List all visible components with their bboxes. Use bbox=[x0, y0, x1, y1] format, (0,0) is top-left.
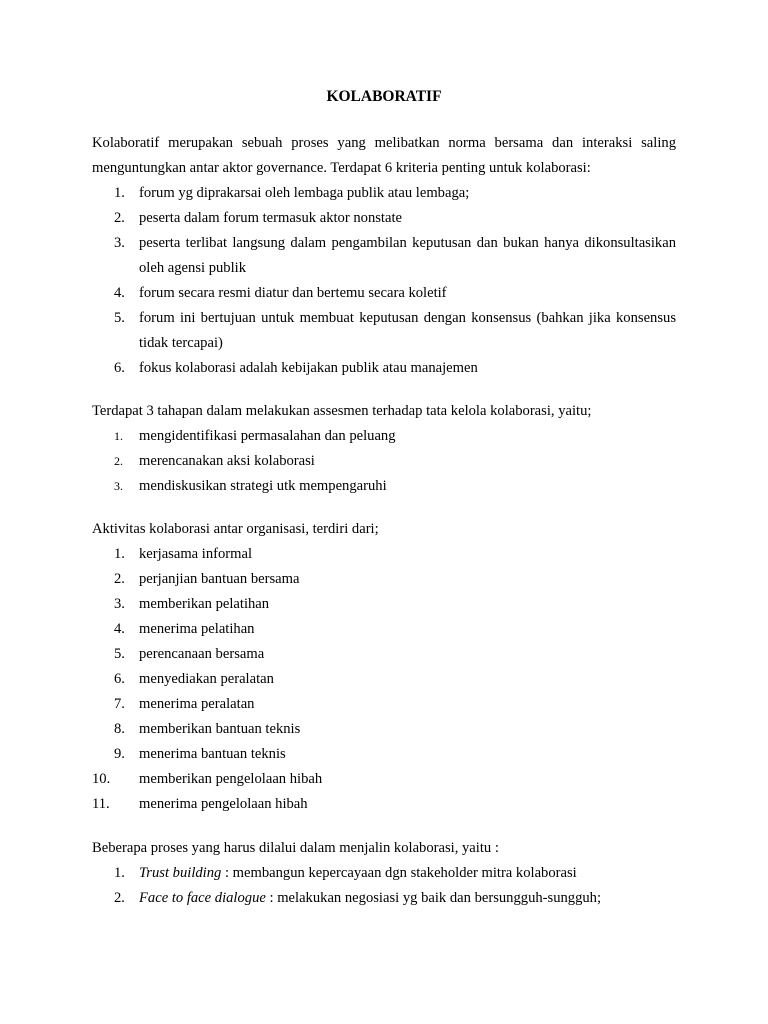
list-item bbox=[92, 449, 676, 474]
list-item-text: forum yg diprakarsai oleh lembaga publik atau lembaga; bbox=[139, 185, 470, 201]
list-number: 2. bbox=[114, 210, 125, 226]
list-item bbox=[92, 181, 676, 206]
list-item bbox=[92, 642, 676, 667]
list-number: 1. bbox=[114, 429, 123, 443]
process-list bbox=[92, 861, 676, 911]
list-item bbox=[92, 792, 676, 817]
list-number: 1. bbox=[114, 185, 125, 201]
list-number: 3. bbox=[114, 235, 125, 251]
list-number: 6. bbox=[114, 671, 125, 687]
list-item bbox=[92, 717, 676, 742]
list-item-text: perencanaan bersama bbox=[139, 646, 265, 662]
process-term: Face to face dialogue bbox=[139, 890, 266, 906]
list-number: 9. bbox=[114, 746, 125, 762]
list-item bbox=[92, 767, 676, 792]
list-item bbox=[92, 617, 676, 642]
list-item-text: menerima bantuan teknis bbox=[139, 746, 286, 762]
list-item-text: menerima peralatan bbox=[139, 696, 255, 712]
list-item-text: memberikan pengelolaan hibah bbox=[139, 771, 323, 787]
list-item-text: perjanjian bantuan bersama bbox=[139, 571, 300, 587]
list-number: 11. bbox=[92, 796, 110, 812]
list-item-text: memberikan bantuan teknis bbox=[139, 721, 301, 737]
list-number: 3. bbox=[114, 596, 125, 612]
list-item bbox=[92, 567, 676, 592]
list-number: 6. bbox=[114, 360, 125, 376]
stages-list bbox=[92, 424, 676, 499]
list-item-text: forum ini bertujuan untuk membuat keputusan dengan konsensus (bahkan jika konsensus tidak tercapai) bbox=[139, 310, 676, 351]
list-number: 10. bbox=[92, 771, 111, 787]
list-item bbox=[92, 356, 676, 381]
list-number: 3. bbox=[114, 479, 123, 493]
list-item bbox=[92, 886, 676, 911]
list-number: 1. bbox=[114, 546, 125, 562]
list-item-text: menyediakan peralatan bbox=[139, 671, 274, 687]
list-item bbox=[92, 474, 676, 499]
list-item bbox=[92, 692, 676, 717]
list-item-text: menerima pelatihan bbox=[139, 621, 255, 637]
list-item-text: mendiskusikan strategi utk mempengaruhi bbox=[139, 478, 387, 494]
list-item-text: merencanakan aksi kolaborasi bbox=[139, 453, 315, 469]
list-number: 5. bbox=[114, 646, 125, 662]
list-number: 7. bbox=[114, 696, 125, 712]
stages-intro: Terdapat 3 tahapan dalam melakukan assesmen terhadap tata kelola kolaborasi, yaitu; bbox=[92, 403, 592, 419]
list-item bbox=[92, 281, 676, 306]
intro-paragraph: Kolaboratif merupakan sebuah proses yang melibatkan norma bersama dan interaksi saling menguntungkan antar aktor governance. Terdapat 6 kriteria penting untuk kolaborasi: bbox=[92, 135, 676, 176]
list-number: 4. bbox=[114, 285, 125, 301]
list-item-text: : membangun kepercayaan dgn stakeholder mitra kolaborasi bbox=[221, 865, 577, 881]
list-number: 2. bbox=[114, 571, 125, 587]
list-number: 2. bbox=[114, 890, 125, 906]
list-item bbox=[92, 231, 676, 281]
list-item-text: peserta terlibat langsung dalam pengambilan keputusan dan bukan hanya dikonsultasikan oleh agensi publik bbox=[139, 235, 676, 276]
list-item-text: peserta dalam forum termasuk aktor nonstate bbox=[139, 210, 403, 226]
list-item-text: memberikan pelatihan bbox=[139, 596, 270, 612]
list-item bbox=[92, 206, 676, 231]
list-item bbox=[92, 861, 676, 886]
list-item-text: forum secara resmi diatur dan bertemu secara koletif bbox=[139, 285, 447, 301]
list-item bbox=[92, 667, 676, 692]
list-item bbox=[92, 742, 676, 767]
page-title: KOLABORATIF bbox=[326, 88, 442, 105]
list-item-text: menerima pengelolaan hibah bbox=[139, 796, 308, 812]
list-number: 2. bbox=[114, 454, 123, 468]
activities-list bbox=[92, 542, 676, 817]
criteria-list bbox=[92, 181, 676, 381]
list-item bbox=[92, 306, 676, 356]
list-item-text: fokus kolaborasi adalah kebijakan publik atau manajemen bbox=[139, 360, 478, 376]
process-intro: Beberapa proses yang harus dilalui dalam menjalin kolaborasi, yaitu : bbox=[92, 840, 499, 856]
process-term: Trust building bbox=[139, 865, 222, 881]
list-item-text: mengidentifikasi permasalahan dan peluang bbox=[139, 428, 396, 444]
list-item-text: kerjasama informal bbox=[139, 546, 253, 562]
activities-intro: Aktivitas kolaborasi antar organisasi, terdiri dari; bbox=[92, 521, 379, 537]
list-number: 1. bbox=[114, 865, 125, 881]
list-item-text: : melakukan negosiasi yg baik dan bersungguh-sungguh; bbox=[265, 890, 602, 906]
list-number: 5. bbox=[114, 310, 125, 326]
list-number: 8. bbox=[114, 721, 125, 737]
list-item bbox=[92, 542, 676, 567]
list-item bbox=[92, 424, 676, 449]
list-number: 4. bbox=[114, 621, 125, 637]
list-item bbox=[92, 592, 676, 617]
